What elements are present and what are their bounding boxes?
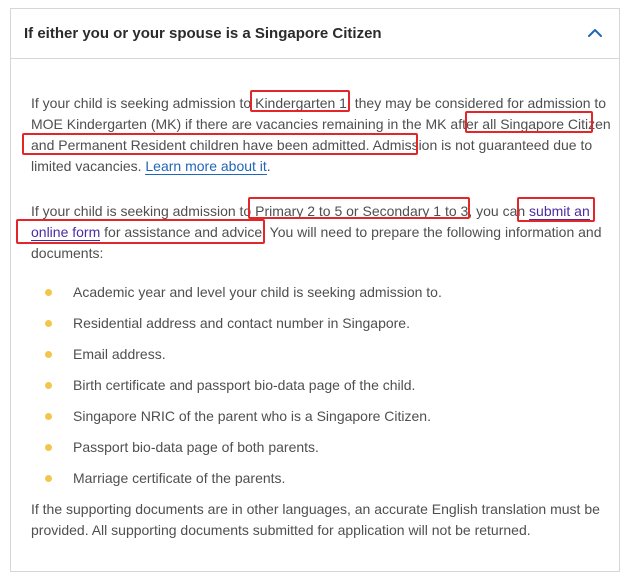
accordion-header[interactable]	[11, 9, 619, 59]
list-item-text: Email address.	[73, 346, 166, 362]
submit-online-form-link[interactable]: submit an online form	[31, 203, 590, 240]
accordion-title: If either you or your spouse is a Singapore Citizen	[24, 25, 382, 42]
translation-note-paragraph: If the supporting documents are in other languages, an accurate English translation must be provided. All supporting documents submitted for application will not be returned.	[31, 501, 600, 538]
kindergarten-paragraph	[31, 93, 611, 177]
list-item	[45, 344, 442, 375]
kg-text-3: . Admission is not guaranteed due to limited vacancies.	[31, 137, 593, 174]
list-item-text: Passport bio-data page of both parents.	[73, 439, 319, 455]
list-item	[45, 313, 442, 344]
ps-text-2: , you can	[468, 203, 530, 219]
kindergarten-1-text: Kindergarten 1	[255, 95, 347, 111]
chevron-up-icon[interactable]	[585, 23, 605, 43]
list-item-text: Residential address and contact number in Singapore.	[73, 315, 410, 331]
kg-text-4: .	[266, 158, 271, 174]
list-item	[45, 406, 442, 437]
bullet-icon	[45, 475, 52, 482]
bullet-icon	[45, 382, 52, 389]
requirements-list	[45, 282, 442, 499]
kg-text-2: , they may be considered for admission to MOE Kindergarten (MK) if there are vacancies remaining in the MK	[31, 95, 607, 132]
list-item	[45, 375, 442, 406]
levels-text: Primary 2 to 5 or Secondary 1 to 3	[255, 203, 469, 219]
primary-secondary-paragraph	[31, 201, 611, 264]
list-item-text: Academic year and level your child is seeking admission to.	[73, 284, 442, 300]
list-item-text: Singapore NRIC of the parent who is a Singapore Citizen.	[73, 408, 431, 424]
bullet-icon	[45, 444, 52, 451]
list-item-text: Marriage certificate of the parents.	[73, 470, 286, 486]
admitted-condition-text: after all Singapore Citizen and Permanent Resident children have been admitted	[31, 116, 611, 153]
list-item-text: Birth certificate and passport bio-data page of the child.	[73, 377, 416, 393]
list-item	[45, 468, 442, 499]
bullet-icon	[45, 289, 52, 296]
ps-text-1: If your child is seeking admission to	[31, 203, 256, 219]
bullet-icon	[45, 413, 52, 420]
ps-text-4: . You will need to prepare the following information and documents:	[31, 224, 602, 261]
list-item	[45, 282, 442, 313]
bullet-icon	[45, 351, 52, 358]
bullet-icon	[45, 320, 52, 327]
citizen-accordion	[10, 8, 620, 572]
kg-text-1: If your child is seeking admission to	[31, 95, 256, 111]
learn-more-link[interactable]: Learn more about it	[145, 158, 267, 174]
ps-text-3: for assistance and advice	[100, 224, 263, 240]
list-item	[45, 437, 442, 468]
